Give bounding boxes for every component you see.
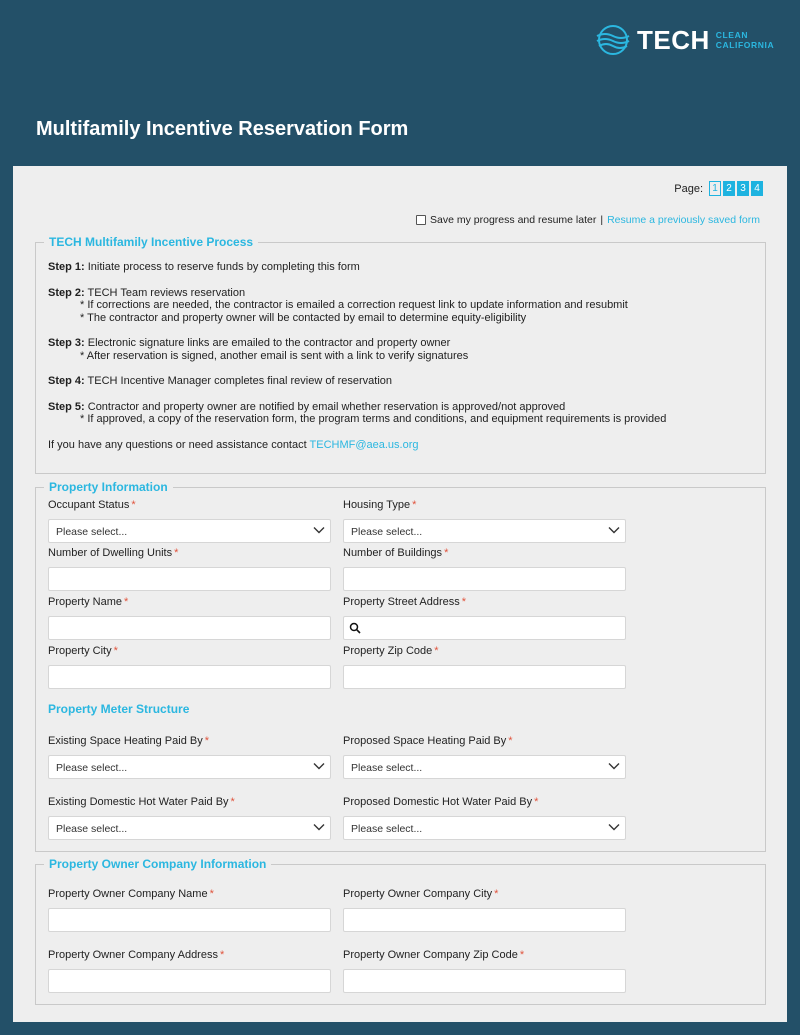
- required-marker: *: [461, 596, 467, 608]
- chevron-down-icon: [312, 820, 326, 834]
- required-marker: *: [174, 547, 179, 559]
- occupant-status-field: [48, 499, 331, 543]
- existing-heating-value: Please select...: [56, 762, 128, 774]
- proposed-dhw-select[interactable]: [343, 816, 626, 840]
- company-city-input[interactable]: [343, 908, 626, 932]
- chevron-down-icon: [312, 759, 326, 773]
- required-marker: *: [113, 645, 118, 657]
- required-marker: *: [508, 735, 513, 747]
- save-progress-checkbox[interactable]: [416, 215, 426, 225]
- pager-label: Page:: [674, 182, 703, 195]
- property-zip-field: [343, 645, 626, 689]
- property-information-title: Property Information: [44, 480, 173, 494]
- brand-sub-line1: CLEAN: [715, 30, 749, 40]
- housing-type-select[interactable]: [343, 519, 626, 543]
- required-marker: *: [209, 888, 214, 900]
- housing-type-label: Housing Type: [343, 499, 411, 511]
- owner-company-section: [35, 857, 766, 1005]
- brand-logo: [595, 24, 774, 56]
- buildings-label: Number of Buildings: [343, 547, 443, 559]
- housing-type-value: Please select...: [351, 526, 423, 538]
- company-zip-input[interactable]: [343, 969, 626, 993]
- page-button-1[interactable]: 1: [709, 181, 721, 196]
- company-name-label: Property Owner Company Name: [48, 888, 208, 900]
- company-name-input[interactable]: [48, 908, 331, 932]
- process-section: [35, 235, 766, 474]
- property-name-input[interactable]: [48, 616, 331, 640]
- owner-company-title: Property Owner Company Information: [44, 857, 271, 871]
- proposed-dhw-field: [343, 796, 626, 840]
- housing-type-field: [343, 499, 626, 543]
- step-2-note-1: * If corrections are needed, the contractor is emailed a correction request link to update information and resubmit: [80, 299, 628, 311]
- required-marker: *: [412, 499, 417, 511]
- property-information-section: [35, 480, 766, 852]
- required-marker: *: [534, 796, 539, 808]
- existing-heating-field: [48, 735, 331, 779]
- page-button-3[interactable]: 3: [737, 181, 749, 196]
- form-panel: [13, 166, 787, 1022]
- buildings-input[interactable]: [343, 567, 626, 591]
- dwelling-units-field: [48, 547, 331, 591]
- step-5-note-1: * If approved, a copy of the reservation form, the program terms and conditions, and equipment requirements is provided: [80, 413, 667, 425]
- meter-structure-title: Property Meter Structure: [48, 702, 190, 716]
- property-city-field: [48, 645, 331, 689]
- page-title: Multifamily Incentive Reservation Form: [36, 118, 409, 140]
- step-1: Step 1: Initiate process to reserve funds by completing this form: [48, 261, 360, 273]
- wave-globe-icon: [595, 24, 631, 56]
- proposed-heating-field: [343, 735, 626, 779]
- property-name-label: Property Name: [48, 596, 122, 608]
- search-icon: [349, 622, 361, 634]
- proposed-heating-select[interactable]: [343, 755, 626, 779]
- proposed-dhw-label: Proposed Domestic Hot Water Paid By: [343, 796, 533, 808]
- resume-saved-form-link[interactable]: Resume a previously saved form: [607, 214, 760, 226]
- proposed-dhw-value: Please select...: [351, 823, 423, 835]
- property-city-label: Property City: [48, 645, 112, 657]
- existing-dhw-field: [48, 796, 331, 840]
- occupant-status-label: Occupant Status: [48, 499, 130, 511]
- company-name-field: [48, 888, 331, 932]
- required-marker: *: [123, 596, 129, 608]
- step-3-note-1: * After reservation is signed, another email is sent with a link to verify signatures: [80, 349, 469, 362]
- company-city-label: Property Owner Company City: [343, 888, 493, 900]
- page-button-4[interactable]: 4: [751, 181, 763, 196]
- property-zip-input[interactable]: [343, 665, 626, 689]
- required-marker: *: [444, 547, 449, 559]
- required-marker: *: [219, 949, 225, 961]
- chevron-down-icon: [607, 820, 621, 834]
- required-marker: *: [519, 949, 525, 961]
- pager: [674, 181, 763, 196]
- process-section-title: TECH Multifamily Incentive Process: [44, 235, 258, 249]
- existing-dhw-select[interactable]: [48, 816, 331, 840]
- street-address-label: Property Street Address: [343, 596, 460, 608]
- contact-line: If you have any questions or need assistance contact TECHMF@aea.us.org: [48, 438, 419, 451]
- brand-sub-line2: CALIFORNIA: [715, 40, 775, 50]
- company-zip-field: [343, 949, 626, 993]
- proposed-heating-value: Please select...: [351, 762, 423, 774]
- dwelling-units-input[interactable]: [48, 567, 331, 591]
- proposed-heating-label: Proposed Space Heating Paid By: [343, 735, 507, 747]
- step-2-note-2: * The contractor and property owner will be contacted by email to determine equity-eligibility: [80, 311, 527, 324]
- company-address-input[interactable]: [48, 969, 331, 993]
- dwelling-units-label: Number of Dwelling Units: [48, 547, 173, 559]
- save-progress-row: [416, 214, 760, 226]
- required-marker: *: [494, 888, 499, 900]
- save-progress-label: Save my progress and resume later: [430, 214, 597, 226]
- company-address-field: [48, 949, 331, 993]
- step-3: Step 3: Electronic signature links are emailed to the contractor and property owner: [48, 337, 451, 349]
- step-4: Step 4: TECH Incentive Manager completes final review of reservation: [48, 375, 393, 387]
- buildings-field: [343, 547, 626, 591]
- street-address-field: [343, 596, 626, 640]
- brand-name: TECH: [637, 24, 710, 55]
- process-steps: [48, 261, 748, 451]
- property-name-field: [48, 596, 331, 640]
- required-marker: *: [434, 645, 439, 657]
- existing-dhw-label: Existing Domestic Hot Water Paid By: [48, 796, 229, 808]
- required-marker: *: [204, 735, 209, 747]
- chevron-down-icon: [607, 523, 621, 537]
- company-city-field: [343, 888, 626, 932]
- page-button-2[interactable]: 2: [723, 181, 735, 196]
- required-marker: *: [230, 796, 235, 808]
- step-5: Step 5: Contractor and property owner are notified by email whether reservation is approved/not approved: [48, 400, 566, 413]
- step-2: Step 2: TECH Team reviews reservation: [48, 286, 246, 299]
- existing-heating-label: Existing Space Heating Paid By: [48, 735, 203, 747]
- property-zip-label: Property Zip Code: [343, 645, 433, 657]
- occupant-status-select[interactable]: [48, 519, 331, 543]
- occupant-status-value: Please select...: [56, 526, 128, 538]
- street-address-input[interactable]: [343, 616, 626, 640]
- contact-email-link[interactable]: TECHMF@aea.us.org: [309, 438, 419, 451]
- existing-dhw-value: Please select...: [56, 823, 128, 835]
- existing-heating-select[interactable]: [48, 755, 331, 779]
- property-city-input[interactable]: [48, 665, 331, 689]
- chevron-down-icon: [312, 523, 326, 537]
- chevron-down-icon: [607, 759, 621, 773]
- brand-subtitle: [716, 30, 774, 50]
- company-zip-label: Property Owner Company Zip Code: [343, 949, 518, 961]
- separator: |: [600, 214, 604, 226]
- required-marker: *: [131, 499, 136, 511]
- company-address-label: Property Owner Company Address: [48, 949, 218, 961]
